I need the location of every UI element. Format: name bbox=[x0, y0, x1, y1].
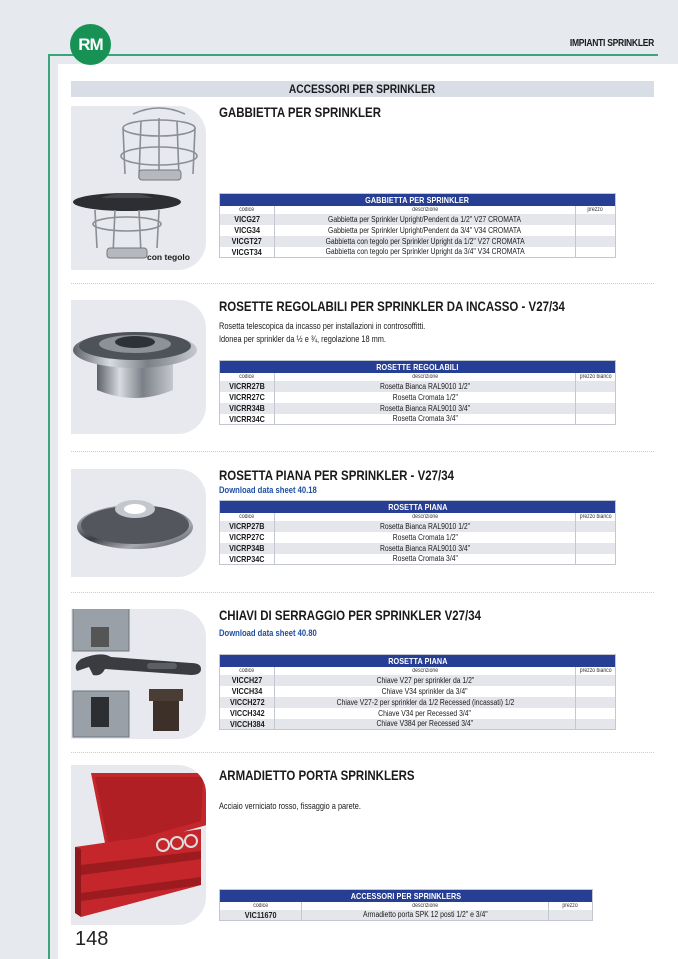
datasheet-link[interactable]: Download data sheet 40.18 bbox=[219, 485, 317, 495]
table-row: VICCH384 Chiave V384 per Recessed 3/4" bbox=[220, 719, 616, 730]
page-title: ACCESSORI PER SPRINKLER bbox=[71, 81, 654, 97]
page-number: 148 bbox=[75, 928, 109, 950]
product-title: ROSETTA PIANA PER SPRINKLER - V27/34 bbox=[219, 467, 454, 483]
product-description-line: Rosetta telescopica da incasso per installazioni in controsoffitti. bbox=[219, 321, 426, 331]
col-header-price: prezzo bbox=[549, 902, 593, 910]
product-table bbox=[219, 193, 616, 258]
table-row: VICRP34C Rosetta Cromata 3/4" bbox=[220, 554, 616, 565]
divider bbox=[71, 451, 654, 452]
catalog-page bbox=[58, 64, 678, 959]
table-title: ROSETTA PIANA bbox=[220, 501, 616, 513]
table-row: VICRP34B Rosetta Bianca RAL9010 3/4" bbox=[220, 543, 616, 554]
table-row: VICCH342 Chiave V34 per Recessed 3/4" bbox=[220, 708, 616, 719]
sprinkler-guard-icon bbox=[71, 106, 206, 270]
product-image-gabbietta bbox=[71, 106, 206, 270]
divider bbox=[71, 283, 654, 284]
product-table bbox=[219, 360, 616, 425]
col-header-desc: descrizione bbox=[275, 206, 576, 214]
header-rule bbox=[48, 54, 658, 56]
table-row: VICCH34 Chiave V34 sprinkler da 3/4" bbox=[220, 686, 616, 697]
product-title: ROSETTE REGOLABILI PER SPRINKLER DA INCASSO - V27/34 bbox=[219, 298, 565, 314]
product-table bbox=[219, 500, 616, 565]
left-rule bbox=[48, 54, 50, 959]
datasheet-link[interactable]: Download data sheet 40.80 bbox=[219, 628, 317, 638]
col-header-code: codice bbox=[253, 902, 268, 909]
red-cabinet-icon bbox=[71, 765, 206, 925]
table-row: VICG34 Gabbietta per Sprinkler Upright/Pendent da 3/4" V34 CROMATA bbox=[220, 225, 616, 236]
flat-escutcheon-icon bbox=[71, 469, 206, 577]
product-description-line: Idonea per sprinkler da ½ e ¾, regolazione 18 mm. bbox=[219, 334, 386, 344]
table-row: VICRP27C Rosetta Cromata 1/2" bbox=[220, 532, 616, 543]
col-header-code: codice bbox=[239, 667, 255, 674]
wrench-icon bbox=[71, 609, 206, 739]
table-title: ROSETTA PIANA bbox=[220, 655, 616, 667]
product-table bbox=[219, 889, 593, 921]
table-row: VICG27 Gabbietta per Sprinkler Upright/Pendent da 1/2" V27 CROMATA bbox=[220, 214, 616, 225]
divider bbox=[71, 592, 654, 593]
col-header-price: prezzo bianco bbox=[576, 667, 616, 675]
table-row: VICCH27 Chiave V27 per sprinkler da 1/2" bbox=[220, 675, 616, 686]
product-image-rosetta-piana bbox=[71, 469, 206, 577]
table-title: ROSETTE REGOLABILI bbox=[220, 361, 616, 373]
product-title: GABBIETTA PER SPRINKLER bbox=[219, 104, 382, 120]
table-row: VICRR27B Rosetta Bianca RAL9010 1/2" bbox=[220, 381, 616, 392]
table-row: VICGT34 Gabbietta con tegolo per Sprinkler Upright da 3/4" V34 CROMATA bbox=[220, 247, 616, 258]
table-row: VICRR27C Rosetta Cromata 1/2" bbox=[220, 392, 616, 403]
table-row: VIC11670 Armadietto porta SPK 12 posti 1/2" e 3/4" bbox=[220, 910, 593, 921]
recessed-escutcheon-icon bbox=[71, 300, 206, 434]
product-table bbox=[219, 654, 616, 730]
col-header-desc: descrizione bbox=[275, 373, 576, 381]
product-image-rosette-regolabili bbox=[71, 300, 206, 434]
table-row: VICRR34B Rosetta Bianca RAL9010 3/4" bbox=[220, 403, 616, 414]
table-row: VICRR34C Rosetta Cromata 3/4" bbox=[220, 414, 616, 425]
rm-logo: RM bbox=[70, 24, 111, 65]
product-image-chiavi bbox=[71, 609, 206, 739]
product-image-armadietto bbox=[71, 765, 206, 925]
col-header-price: prezzo bianco bbox=[576, 513, 616, 521]
table-row: VICRP27B Rosetta Bianca RAL9010 1/2" bbox=[220, 521, 616, 532]
section-label: IMPIANTI SPRINKLER bbox=[569, 38, 654, 49]
table-title: ACCESSORI PER SPRINKLERS bbox=[220, 890, 593, 902]
col-header-code: codice bbox=[239, 513, 255, 520]
col-header-price: prezzo bbox=[576, 206, 616, 214]
col-header-price: prezzo bianco bbox=[576, 373, 616, 381]
table-row: VICCH272 Chiave V27-2 per sprinkler da 1/2 Recessed (incassati) 1/2 bbox=[220, 697, 616, 708]
table-title: GABBIETTA PER SPRINKLER bbox=[220, 194, 616, 206]
col-header-code: codice bbox=[239, 373, 255, 380]
table-row: VICGT27 Gabbietta con tegolo per Sprinkler Upright da 1/2" V27 CROMATA bbox=[220, 236, 616, 247]
image-caption: con tegolo bbox=[147, 252, 190, 262]
product-title: CHIAVI DI SERRAGGIO PER SPRINKLER V27/34 bbox=[219, 607, 481, 623]
divider bbox=[71, 752, 654, 753]
product-description-line: Acciaio verniciato rosso, fissaggio a parete. bbox=[219, 801, 361, 811]
col-header-desc: descrizione bbox=[302, 902, 549, 910]
col-header-desc: descrizione bbox=[275, 513, 576, 521]
col-header-code: codice bbox=[239, 206, 255, 213]
col-header-desc: descrizione bbox=[275, 667, 576, 675]
product-title: ARMADIETTO PORTA SPRINKLERS bbox=[219, 767, 415, 783]
